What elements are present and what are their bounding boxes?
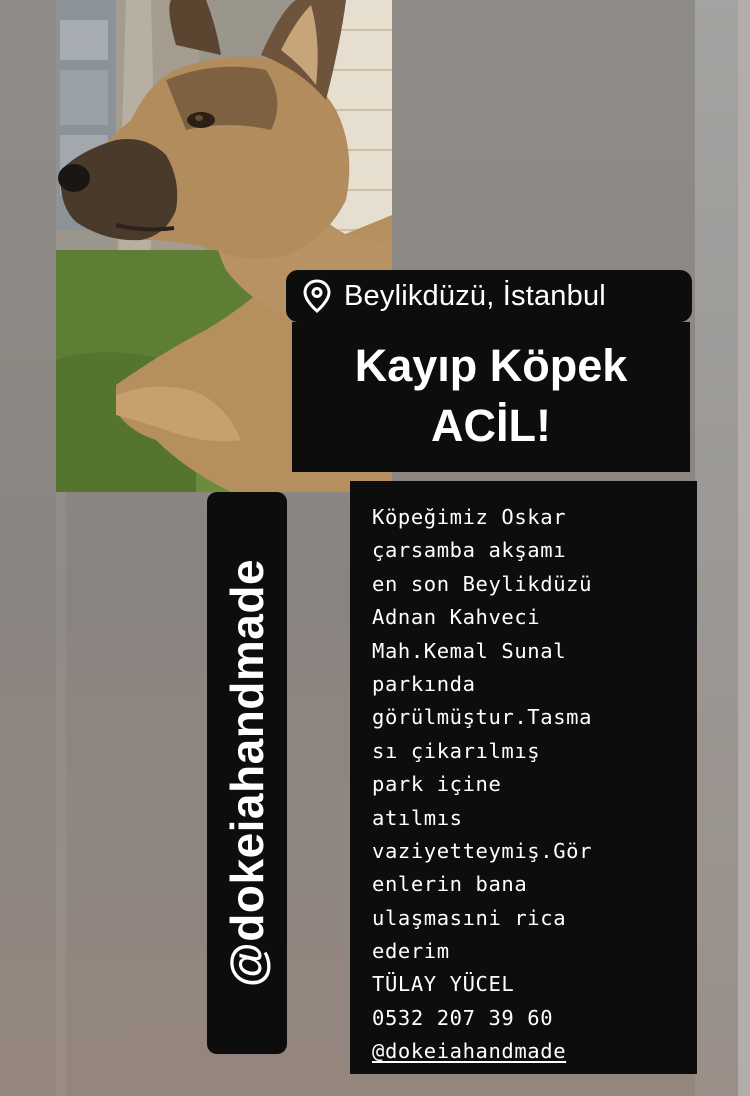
background-strip	[56, 490, 66, 1096]
contact-name: TÜLAY YÜCEL	[372, 972, 515, 997]
message-line: ederim	[372, 939, 450, 964]
message-line: görülmüştur.Tasma	[372, 705, 593, 730]
message-box	[350, 481, 697, 1074]
message-line: enlerin bana	[372, 872, 528, 897]
background-edge	[738, 0, 750, 1096]
message-line: vaziyetteymiş.Gör	[372, 838, 593, 863]
vertical-handle-text: @dokeiahandmade	[221, 558, 273, 988]
message-line: parkında	[372, 671, 476, 696]
contact-handle-link[interactable]: @dokeiahandmade	[372, 1039, 567, 1064]
message-line: Köpeğimiz Oskar	[372, 505, 567, 529]
message-line: Adnan Kahveci	[372, 605, 541, 630]
location-pin-icon	[302, 279, 332, 313]
title-box	[292, 322, 690, 472]
contact-phone[interactable]: 0532 207 39 60	[372, 1005, 554, 1030]
message-line: çarsamba akşamı	[372, 538, 567, 563]
vertical-handle-pill	[207, 492, 287, 1054]
message-line: sı çikarılmış	[372, 738, 541, 763]
message-line: park içine	[372, 772, 502, 797]
message-line: en son Beylikdüzü	[372, 571, 593, 596]
message-line: ulaşmasıni rica	[372, 905, 567, 930]
location-text: Beylikdüzü, İstanbul	[344, 279, 606, 312]
title-line-1: Kayıp Köpek	[354, 340, 628, 391]
message-line: atılmıs	[372, 805, 463, 830]
title-line-2: ACİL!	[431, 400, 551, 451]
location-badge	[286, 270, 692, 322]
message-line: Mah.Kemal Sunal	[372, 638, 567, 663]
